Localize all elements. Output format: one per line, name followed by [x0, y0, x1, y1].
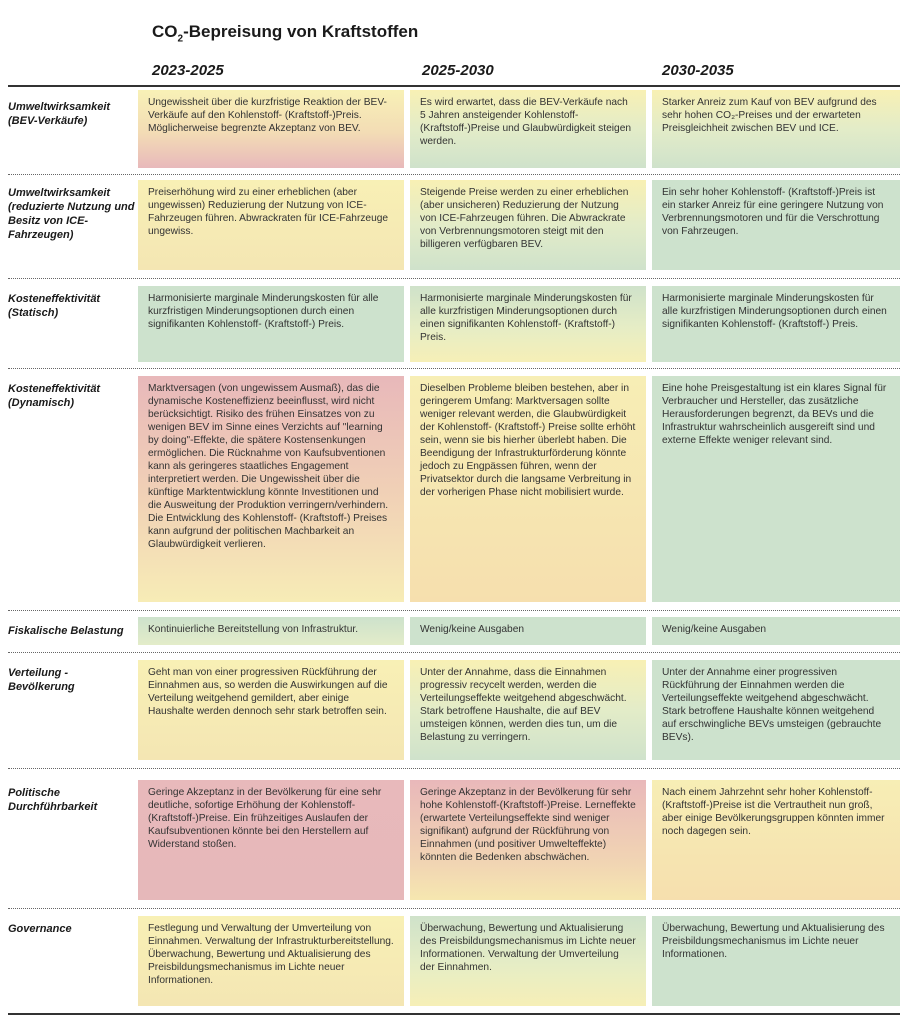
row-divider — [8, 768, 900, 769]
row-label-politische-durchfuehrbarkeit: Politische Durchführbarkeit — [8, 787, 98, 813]
table-cell: Ein sehr hoher Kohlenstoff- (Kraftstoff-)Preis ist ein starker Anreiz für eine geringere Nutzung von Verbrennungsmotoren und für die Verschrottung von Fahrzeugen. — [652, 180, 900, 270]
row-label-umweltwirksamkeit-ice: Umweltwirksamkeit (reduzierte Nutzung und Besitz von ICE-Fahrzeugen) — [8, 187, 135, 241]
column-header-2023-2025: 2023-2025 — [152, 62, 224, 79]
table-cell: Harmonisierte marginale Minderungskosten für alle kurzfristigen Minderungsoptionen durch einen signifikanten Kohlenstoff- (Kraftstoff-) Preis. — [410, 286, 646, 362]
table-top-rule — [8, 85, 900, 87]
row-divider — [8, 652, 900, 653]
row-divider — [8, 368, 900, 369]
row-label-kosteneffektivitaet-statisch: Kosteneffektivität (Statisch) — [8, 293, 101, 319]
table-cell: Festlegung und Verwaltung der Umverteilung von Einnahmen. Verwaltung der Infrastrukturbereitstellung. Überwachung, Bewertung und Aktualisierung des Preisbildungsmechanismus im Lichte neuer Informationen. — [138, 916, 404, 1006]
row-label-governance: Governance — [8, 923, 72, 935]
table-cell: Wenig/keine Ausgaben — [410, 617, 646, 645]
table-cell: Überwachung, Bewertung und Aktualisierung des Preisbildungsmechanismus im Lichte neuer Informationen. — [652, 916, 900, 1006]
table-cell: Es wird erwartet, dass die BEV-Verkäufe nach 5 Jahren ansteigender Kohlenstoff- (Kraftstoff-)Preise und Glaubwürdigkeit steigen werden. — [410, 90, 646, 168]
table-cell: Ungewissheit über die kurzfristige Reaktion der BEV-Verkäufe auf den Kohlenstoff- (Kraftstoff-)Preis. Möglicherweise begrenzte Akzeptanz von BEV. — [138, 90, 404, 168]
table-cell: Kontinuierliche Bereitstellung von Infrastruktur. — [138, 617, 404, 645]
table-cell: Geringe Akzeptanz in der Bevölkerung für eine sehr deutliche, sofortige Erhöhung der Kohlenstoff-(Kraftstoff-)Preise. Ein frühzeitiges Auslaufen der Kaufsubventionen könnte bei den Herstellern auf Widerstand stoßen. — [138, 780, 404, 900]
table-cell: Überwachung, Bewertung und Aktualisierung des Preisbildungsmechanismus im Lichte neuer Informationen. Verwaltung der Umverteilung der Einnahmen. — [410, 916, 646, 1006]
table-cell: Geringe Akzeptanz in der Bevölkerung für sehr hohe Kohlenstoff-(Kraftstoff-)Preise. Lerneffekte (erwartete Verteilungseffekte sind weniger signifikant) aufgrund der Rückführung von Einnahmen (und positiver Umwelteffekte) könnten die Bedenken abschwächen. — [410, 780, 646, 900]
row-label-kosteneffektivitaet-dynamisch: Kosteneffektivität (Dynamisch) — [8, 383, 101, 409]
row-divider — [8, 278, 900, 279]
row-label-fiskalische-belastung: Fiskalische Belastung — [8, 625, 124, 637]
table-cell: Geht man von einer progressiven Rückführung der Einnahmen aus, so werden die Auswirkungen auf die Verteilung weitgehend gemildert, aber einige Haushalte werden dennoch sehr stark betroffen sein. — [138, 660, 404, 760]
table-cell: Unter der Annahme, dass die Einnahmen progressiv recycelt werden, werden die Verteilungseffekte weitgehend abgeschwächt. Stark betroffene Haushalte, die auf BEV umsteigen können, werden dies tun, um die Belastung zu verringern. — [410, 660, 646, 760]
table-cell: Starker Anreiz zum Kauf von BEV aufgrund des sehr hohen CO₂-Preises und der erwarteten Preisgleichheit zwischen BEV und ICE. — [652, 90, 900, 168]
column-header-2030-2035: 2030-2035 — [662, 62, 734, 79]
table-cell: Steigende Preise werden zu einer erheblichen (aber unsicheren) Reduzierung der Nutzung von ICE-Fahrzeugen führen. Die Abwrackrate von Verbrennungsmotoren steigt mit den billigeren verfügbaren BEV. — [410, 180, 646, 270]
table-cell: Preiserhöhung wird zu einer erheblichen (aber ungewissen) Reduzierung der Nutzung von ICE-Fahrzeugen führen. Abwrackraten für ICE-Fahrzeuge ungewiss. — [138, 180, 404, 270]
row-label-umweltwirksamkeit-bev: Umweltwirksamkeit (BEV-Verkäufe) — [8, 101, 111, 127]
column-header-2025-2030: 2025-2030 — [422, 62, 494, 79]
row-divider — [8, 174, 900, 175]
row-divider — [8, 908, 900, 909]
table-cell: Dieselben Probleme bleiben bestehen, aber in geringerem Umfang: Marktversagen sollte weniger relevant werden, die Glaubwürdigkeit der Kohlenstoff- (Kraftstoff-) Preise sollte erhöht sein, wenn sie bis hierher überlebt haben. Die Beendigung der Infrastrukturförderung könnte jedoch zu Engpässen führen, wenn der Privatsektor durch die langsame Verbreitung in der vorherigen Phase nicht mobilisiert wurde. — [410, 376, 646, 602]
table-bottom-rule — [8, 1013, 900, 1015]
table-cell: Wenig/keine Ausgaben — [652, 617, 900, 645]
table-cell: Nach einem Jahrzehnt sehr hoher Kohlenstoff-(Kraftstoff-)Preise ist die Vertrautheit nun groß, aber einige Bevölkerungsgruppen könnten immer noch dagegen sein. — [652, 780, 900, 900]
table-cell: Harmonisierte marginale Minderungskosten für alle kurzfristigen Minderungsoptionen durch einen signifikanten Kohlenstoff- (Kraftstoff-) Preis. — [652, 286, 900, 362]
table-cell: Eine hohe Preisgestaltung ist ein klares Signal für Verbraucher und Hersteller, das zusätzliche Herausforderungen begrenzt, da BEVs und die Infrastruktur wahrscheinlich ausgereift sind und externe Effekte weniger relevant sind. — [652, 376, 900, 602]
table-cell: Unter der Annahme einer progressiven Rückführung der Einnahmen werden die Verteilungseffekte weitgehend abgeschwächt. Stark betroffene Haushalte können weitgehend auf erschwingliche BEVs umsteigen (gebrauchte BEVs). — [652, 660, 900, 760]
page-title: $CO_2$-Bepreisung von Kraftstoffen — [152, 22, 419, 45]
table-cell: Marktversagen (von ungewissem Ausmaß), das die dynamische Kosteneffizienz beeinflusst, wird nicht berücksichtigt. Risiko des frühen Einsatzes von zu wenigen BEV im Sinne eines Verzichts auf "learning by doing"-Effekte, die spätere Kostensenkungen ermöglichen. Die Rücknahme von Kaufsubventionen kann als geringeres staatliches Engagement interpretiert werden. Die Ungewissheit über die künftige Marktentwicklung könnte Investitionen und die Ausweitung der Produktion verringern/verhindern. Die Entwicklung des Kohlenstoff- (Kraftstoff-) Preises kann aufgrund der politischen Machbarkeit an Glaubwürdigkeit verlieren. — [138, 376, 404, 602]
row-divider — [8, 610, 900, 611]
row-label-verteilung-bevoelkerung: Verteilung - Bevölkerung — [8, 667, 75, 693]
table-cell: Harmonisierte marginale Minderungskosten für alle kurzfristigen Minderungsoptionen durch einen signifikanten Kohlenstoff- (Kraftstoff-) Preis. — [138, 286, 404, 362]
